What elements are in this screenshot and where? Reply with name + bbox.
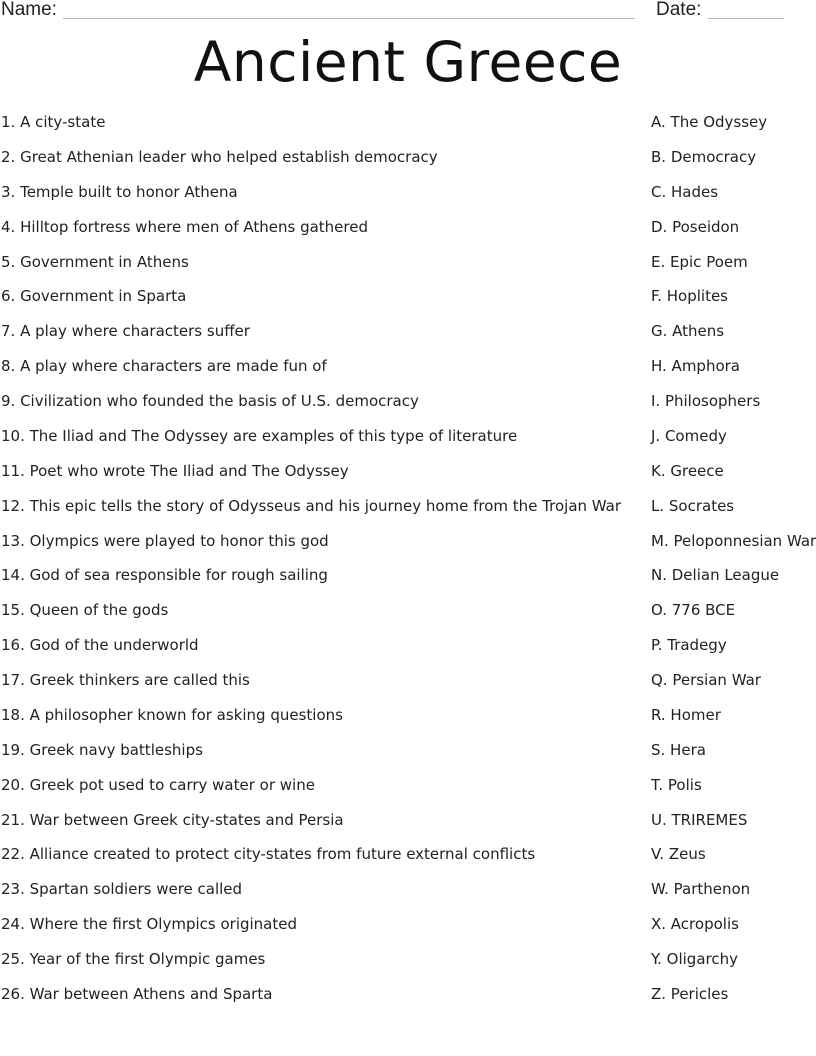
answer-option: F. Hoplites — [651, 287, 728, 306]
answer-option: W. Parthenon — [651, 880, 751, 899]
answer-option: G. Athens — [651, 322, 725, 341]
answer-option: P. Tradegy — [651, 636, 727, 655]
clue-item: 3. Temple built to honor Athena — [1, 182, 238, 201]
clue-item: 25. Year of the first Olympic games — [1, 950, 266, 968]
answer-option: B. Democracy — [651, 147, 757, 166]
answer-option: Z. Pericles — [651, 984, 729, 1003]
answer-option: Q. Persian War — [651, 671, 761, 689]
clue-item: 11. Poet who wrote The Iliad and The Odyssey — [1, 461, 349, 480]
worksheet-header — [0, 0, 816, 24]
clue-item: 2. Great Athenian leader who helped establish democracy — [1, 147, 438, 166]
answer-option: H. Amphora — [651, 357, 740, 376]
answer-option: Y. Oligarchy — [651, 950, 738, 968]
clue-item: 17. Greek thinkers are called this — [1, 671, 250, 689]
answer-option: E. Epic Poem — [651, 252, 748, 271]
answer-option: L. Socrates — [651, 496, 735, 515]
page-title: Ancient Greece — [193, 30, 623, 94]
clue-item: 9. Civilization who founded the basis of U.S. democracy — [1, 392, 419, 410]
answer-option: U. TRIREMES — [651, 810, 748, 829]
answer-option: R. Homer — [651, 705, 721, 724]
clue-item: 22. Alliance created to protect city-states from future external conflicts — [1, 845, 536, 864]
date-label: Date: — [656, 0, 702, 20]
clue-item: 12. This epic tells the story of Odysseus and his journey home from the Trojan War — [1, 496, 622, 515]
clue-item: 20. Greek pot used to carry water or wine — [1, 775, 315, 794]
answer-option: D. Poseidon — [651, 217, 740, 236]
clue-item: 26. War between Athens and Sparta — [1, 984, 273, 1003]
clue-item: 10. The Iliad and The Odyssey are examples of this type of literature — [1, 426, 518, 445]
clue-item: 8. A play where characters are made fun of — [1, 357, 327, 376]
clue-item: 15. Queen of the gods — [1, 601, 169, 620]
answer-option: S. Hera — [651, 740, 706, 759]
clue-list — [1, 112, 631, 1019]
clue-item: 7. A play where characters suffer — [1, 322, 250, 341]
clue-item: 5. Government in Athens — [1, 252, 189, 271]
answer-option: X. Acropolis — [651, 915, 739, 934]
clue-item: 18. A philosopher known for asking questions — [1, 705, 343, 724]
clue-item: 23. Spartan soldiers were called — [1, 880, 243, 899]
answer-option: J. Comedy — [651, 426, 727, 445]
date-blank-line — [708, 18, 784, 19]
answer-option: T. Polis — [651, 775, 702, 794]
clue-item: 6. Government in Sparta — [1, 287, 187, 306]
clue-item: 1. A city-state — [1, 113, 106, 131]
clue-item: 19. Greek navy battleships — [1, 740, 203, 759]
answer-bank — [651, 112, 816, 1019]
clue-item: 4. Hilltop fortress where men of Athens gathered — [1, 217, 368, 236]
answer-option: I. Philosophers — [651, 392, 761, 410]
answer-option: A. The Odyssey — [651, 113, 768, 131]
clue-item: 13. Olympics were played to honor this god — [1, 531, 329, 550]
clue-item: 16. God of the underworld — [1, 636, 199, 655]
clue-item: 14. God of sea responsible for rough sailing — [1, 566, 328, 585]
answer-option: N. Delian League — [651, 566, 780, 585]
name-blank-line — [63, 18, 635, 19]
answer-option: M. Peloponnesian War — [651, 531, 816, 550]
clue-item: 21. War between Greek city-states and Persia — [1, 810, 344, 829]
answer-option: K. Greece — [651, 461, 724, 480]
answer-option: O. 776 BCE — [651, 601, 736, 620]
name-label: Name: — [1, 0, 57, 20]
answer-option: C. Hades — [651, 182, 719, 201]
clue-item: 24. Where the first Olympics originated — [1, 915, 298, 934]
answer-option: V. Zeus — [651, 845, 706, 864]
